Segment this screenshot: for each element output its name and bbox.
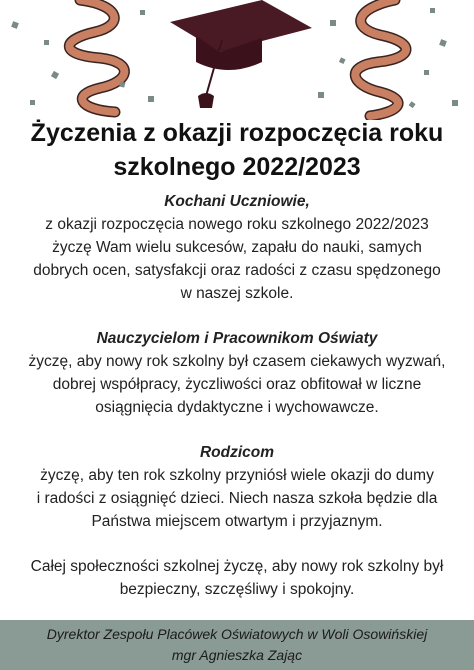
signature-footer xyxy=(0,620,474,670)
signature-name: mgr Agnieszka Zając xyxy=(171,647,303,663)
parents-line: i radości z osiągnięć dzieci. Niech nasza szkoła będzie dla xyxy=(36,490,438,507)
teachers-line: dobrej współpracy, życzliwości oraz obfitował w liczne xyxy=(52,376,422,393)
students-line: z okazji rozpoczęcia nowego roku szkolnego 2022/2023 xyxy=(45,216,429,233)
title-line-2: szkolnego 2022/2023 xyxy=(113,153,361,181)
greetings-body xyxy=(0,190,474,601)
spacer xyxy=(0,419,474,441)
parents-line: Państwa miejscem otwartym i przyjaznym. xyxy=(91,513,383,530)
header-decoration xyxy=(0,0,474,120)
left-streamer-icon xyxy=(69,0,124,112)
graduation-cap-icon xyxy=(170,0,312,108)
students-heading: Kochani Uczniowie, xyxy=(164,193,310,210)
signature-title: Dyrektor Zespołu Placówek Oświatowych w Woli Osowińskiej xyxy=(46,626,428,642)
teachers-line: osiągnięcia dydaktyczne i wychowawcze. xyxy=(95,399,379,416)
right-streamer-icon xyxy=(355,0,406,116)
page-title xyxy=(0,116,474,184)
spacer xyxy=(0,305,474,327)
teachers-line: życzę, aby nowy rok szkolny był czasem ciekawych wyzwań, xyxy=(28,353,446,370)
closing-line: Całej społeczności szkolnej życzę, aby nowy rok szkolny był xyxy=(30,558,444,575)
spacer xyxy=(0,533,474,555)
parents-heading: Rodzicom xyxy=(199,444,275,461)
parents-line: życzę, aby ten rok szkolny przyniósł wiele okazji do dumy xyxy=(40,467,434,484)
students-line: w naszej szkole. xyxy=(180,285,294,302)
teachers-heading: Nauczycielom i Pracownikom Oświaty xyxy=(96,330,378,347)
students-line: życzę Wam wielu sukcesów, zapału do nauki, samych xyxy=(52,239,422,256)
closing-line: bezpieczny, szczęśliwy i spokojny. xyxy=(119,581,355,598)
students-line: dobrych ocen, satysfakcji oraz radości z czasu spędzonego xyxy=(33,262,441,279)
title-line-1: Życzenia z okazji rozpoczęcia roku xyxy=(30,119,444,147)
